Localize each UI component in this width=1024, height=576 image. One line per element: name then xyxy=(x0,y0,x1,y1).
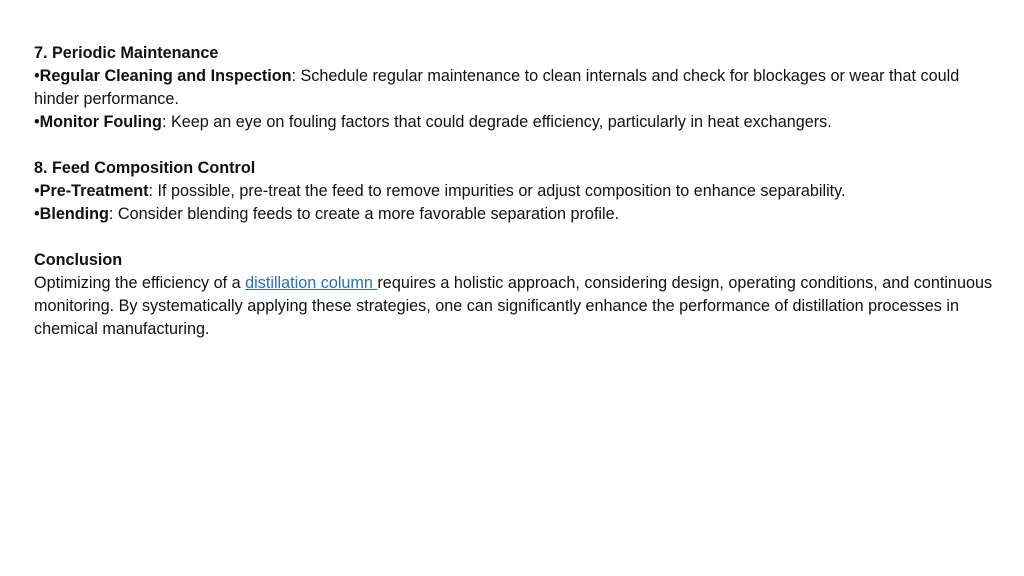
bullet-text: : Schedule regular maintenance to clean internals and check for blockages or wear that could hinder performance. xyxy=(34,67,960,108)
bullet-marker: • xyxy=(34,113,40,131)
spacer xyxy=(34,226,994,249)
slide-content xyxy=(34,42,994,341)
distillation-column-link[interactable]: distillation column xyxy=(245,274,378,292)
bullet-marker: • xyxy=(34,205,40,223)
spacer xyxy=(34,134,994,157)
bullet-text: : Keep an eye on fouling factors that could degrade efficiency, particularly in heat exchangers. xyxy=(161,113,832,131)
bullet-regular-cleaning xyxy=(34,65,994,111)
bullet-marker: • xyxy=(34,67,40,85)
bullet-pre-treatment xyxy=(34,180,994,203)
conclusion-paragraph xyxy=(34,272,994,341)
conclusion-text-after: requires a holistic approach, considering design, operating conditions, and continuous monitoring. By systematically applying these strategies, one can significantly enhance the performance of distillation processes in chemical manufacturing. xyxy=(34,274,993,338)
bullet-text: : Consider blending feeds to create a more favorable separation profile. xyxy=(108,205,620,223)
bullet-term: Regular Cleaning and Inspection xyxy=(39,67,292,85)
bullet-marker: • xyxy=(34,182,40,200)
section-heading-maintenance: 7. Periodic Maintenance xyxy=(34,44,219,62)
bullet-blending xyxy=(34,203,994,226)
bullet-term: Monitor Fouling xyxy=(39,113,162,131)
section-heading-feed: 8. Feed Composition Control xyxy=(34,159,256,177)
bullet-term: Pre-Treatment xyxy=(39,182,149,200)
bullet-monitor-fouling xyxy=(34,111,994,134)
section-heading-conclusion: Conclusion xyxy=(34,251,123,269)
bullet-text: : If possible, pre-treat the feed to remove impurities or adjust composition to enhance separability. xyxy=(148,182,846,200)
conclusion-text-before: Optimizing the efficiency of a xyxy=(34,274,246,292)
bullet-term: Blending xyxy=(39,205,109,223)
